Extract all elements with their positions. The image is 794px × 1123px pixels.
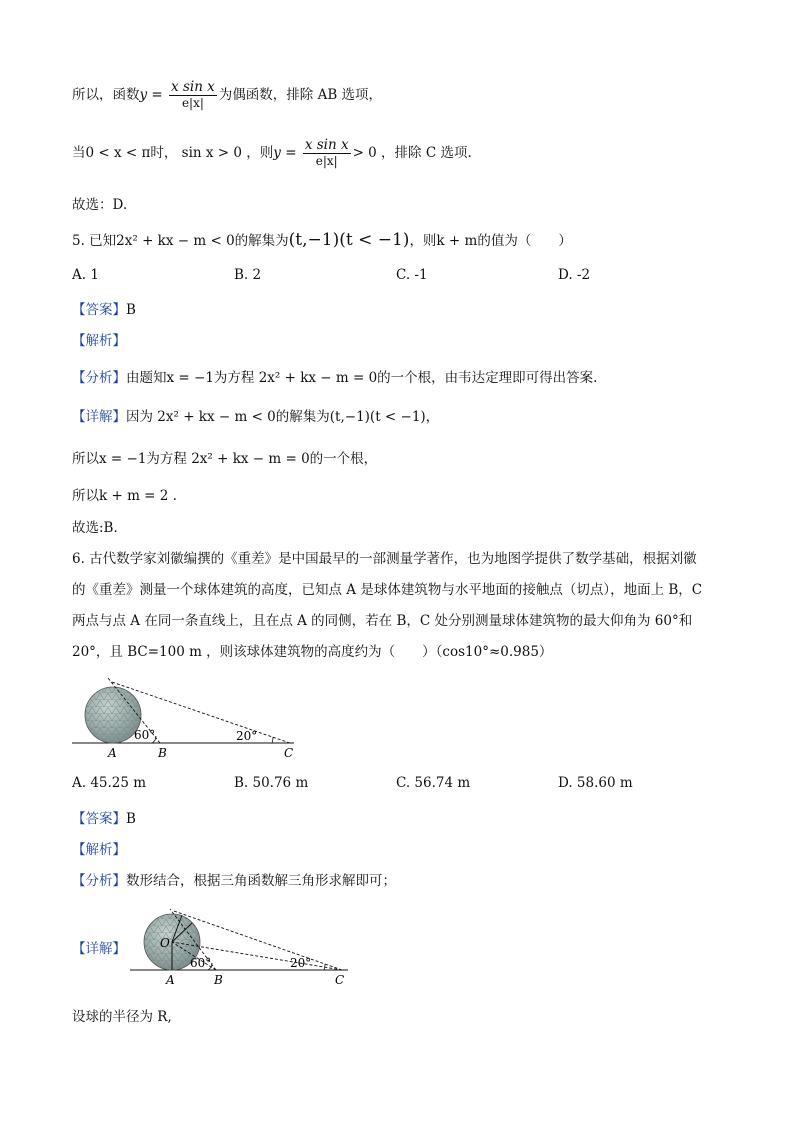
q5-option-c: C. -1	[396, 267, 428, 283]
q5-line-b: 所以k + m = 2 .	[72, 488, 177, 504]
q6-option-d: D. 58.60 m	[558, 775, 633, 791]
q5-answer: 【答案】B	[72, 302, 136, 318]
label-60: 60°	[190, 956, 212, 970]
q5-line-a: 所以x = −1为方程 2x² + kx − m = 0的一个根，	[72, 451, 378, 467]
q5-option-d: D. -2	[558, 267, 591, 283]
label-a: A	[108, 746, 117, 760]
label-o: O	[160, 936, 170, 950]
q6-option-a: A. 45.25 m	[72, 775, 147, 791]
label-60: 60°	[134, 728, 156, 742]
q6-stem-2: 的《重差》测量一个球体建筑的高度，已知点 A 是球体建筑物与水平地面的接触点（切点），地面上 B，C	[72, 582, 703, 598]
q5-option-b: B. 2	[234, 267, 262, 283]
q6-fenxi: 【分析】数形结合，根据三角函数解三角形求解即可；	[72, 873, 396, 889]
q6-xiangjie: 【详解】	[72, 941, 126, 957]
label-c: C	[284, 746, 294, 760]
fraction: $\frac{\text{x sin x}}{e|x|}$	[171, 79, 215, 110]
q5-stem: 5. 已知2x² + kx − m < 0的解集为(t,−1)(t < −1)，则k + m的值为（ ）	[72, 230, 572, 250]
q5-analysis-tag: 【解析】	[72, 333, 126, 349]
sphere-figure-1	[72, 672, 302, 764]
q6-stem-3: 两点与点 A 在同一条直线上，且在点 A 的同侧，若在 B，C 处分别测量球体建筑物的最大仰角为 60°和	[72, 613, 693, 629]
q6-analysis-tag: 【解析】	[72, 842, 126, 858]
label-b: B	[158, 746, 167, 760]
label-a: A	[166, 973, 175, 987]
q5-fenxi: 【分析】由题知x = −1为方程 2x² + kx − m = 0的一个根，由韦达定理即可得出答案.	[72, 370, 598, 386]
text-line-1: 所以，函数y = $\frac{\text{x sin x}}{e|x|}$ 为偶函数，排除 AB 选项，	[72, 79, 383, 110]
label-20: 20°	[290, 956, 312, 970]
q6-stem-4: 20°，且 BC=100 m ，则该球体建筑物的高度约为（ ）（cos10°≈0.985）	[72, 644, 553, 660]
label-b: B	[214, 973, 223, 987]
fraction: $\frac{\text{x sin x}}{e|x|}$	[304, 137, 349, 168]
q6-option-c: C. 56.74 m	[396, 775, 471, 791]
sphere-figure-2	[130, 905, 360, 991]
label-c: C	[335, 973, 345, 987]
q6-answer: 【答案】B	[72, 811, 136, 827]
text-line-3: 故选：D.	[72, 197, 128, 213]
text-line-2: 当0 < x < π时， sin x > 0 ，则y = $\frac{\text{x sin x}}{e|x|}$ > 0 ，排除 C 选项.	[72, 137, 472, 168]
q5-option-a: A. 1	[72, 267, 99, 283]
label-20: 20°	[236, 729, 258, 743]
q6-stem-1: 6. 古代数学家刘徽编撰的《重差》是中国最早的一部测量学著作，也为地图学提供了数学基础，根据刘徽	[72, 551, 697, 567]
q5-line-c: 故选:B．	[72, 520, 127, 536]
q6-last-line: 设球的半径为 R,	[72, 1009, 172, 1025]
q6-option-b: B. 50.76 m	[234, 775, 309, 791]
q5-xiangjie: 【详解】因为 2x² + kx − m < 0的解集为(t,−1)(t < −1)，	[72, 409, 440, 425]
